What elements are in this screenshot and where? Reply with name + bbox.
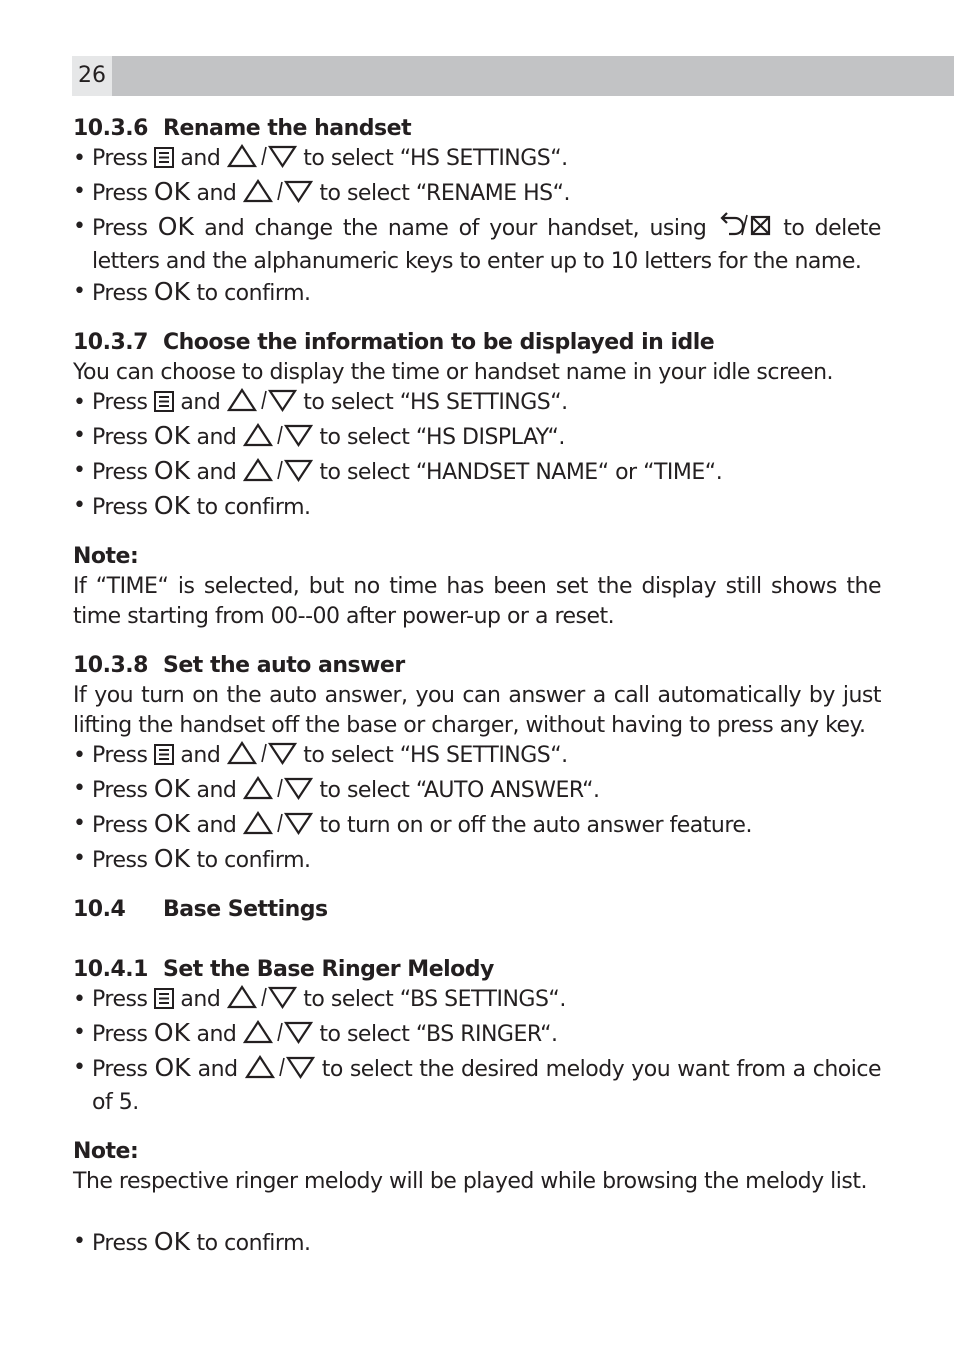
ok-key-icon: OK [153, 774, 190, 803]
note-label: Note: [73, 544, 139, 569]
ok-key-icon: OK [157, 212, 194, 241]
list-item: • Press and to select “BS SETTINGS“. [73, 985, 881, 1018]
ok-key-icon: OK [153, 491, 190, 520]
header-bar [72, 56, 954, 96]
list-item: • Press and to select “HS SETTINGS“. [73, 144, 881, 177]
ok-key-icon: OK [153, 809, 190, 838]
note-label: Note: [73, 1139, 139, 1164]
menu-key-icon [154, 391, 174, 421]
note-text: The respective ringer melody will be played while browsing the melody list. [73, 1169, 867, 1194]
list-item: • Press OK and to select the desired melody you want from a choice of 5. [73, 1053, 881, 1118]
note-text: If “TIME“ is selected, but no time has been set the display still shows the time starting from 00--00 after power-up or a reset. [73, 574, 881, 629]
section-intro: If you turn on the auto answer, you can answer a call automatically by just lifting the handset off the base or charger, without having to press any key. [73, 683, 881, 738]
up-down-arrows-icon [227, 741, 297, 774]
up-down-arrows-icon [243, 1020, 313, 1053]
back-delete-icon [717, 212, 773, 247]
ok-key-icon: OK [153, 844, 190, 873]
up-down-arrows-icon [227, 144, 297, 177]
list-item: • Press OK to confirm. [73, 1227, 881, 1259]
section-intro: You can choose to display the time or handset name in your idle screen. [73, 360, 834, 385]
up-down-arrows-icon [243, 179, 313, 212]
up-down-arrows-icon [227, 985, 297, 1018]
ok-key-icon: OK [153, 177, 190, 206]
ok-key-icon: OK [154, 1053, 191, 1082]
ok-key-icon: OK [153, 1018, 190, 1047]
list-item: • Press OK and to select “HS DISPLAY“. [73, 421, 881, 456]
page-number: 26 [72, 56, 112, 96]
list-item: • Press and to select “HS SETTINGS“. [73, 388, 881, 421]
list-item: • Press OK and to select “HANDSET NAME“ or “TIME“. [73, 456, 881, 491]
ok-key-icon: OK [153, 421, 190, 450]
section-heading-10-4: 10.4 Base Settings [73, 897, 328, 922]
menu-key-icon [154, 744, 174, 774]
section-heading-10-3-8: 10.3.8 Set the auto answer [73, 653, 405, 678]
list-item: • Press OK to confirm. [73, 277, 881, 309]
up-down-arrows-icon [245, 1055, 315, 1088]
section-heading-10-3-6: 10.3.6 Rename the handset [73, 116, 412, 141]
list-item: • Press OK and to select “RENAME HS“. [73, 177, 881, 212]
list-item: • Press OK to confirm. [73, 844, 881, 876]
section-heading-10-3-7: 10.3.7 Choose the information to be displayed in idle [73, 330, 715, 355]
up-down-arrows-icon [243, 458, 313, 491]
ok-key-icon: OK [153, 456, 190, 485]
ok-key-icon: OK [153, 277, 190, 306]
list-item: • Press OK and to select “AUTO ANSWER“. [73, 774, 881, 809]
menu-key-icon [154, 147, 174, 177]
list-item: • Press OK and to turn on or off the auto answer feature. [73, 809, 881, 844]
list-item: • Press OK to confirm. [73, 491, 881, 523]
up-down-arrows-icon [227, 388, 297, 421]
ok-key-icon: OK [153, 1227, 190, 1256]
menu-key-icon [154, 988, 174, 1018]
section-heading-10-4-1: 10.4.1 Set the Base Ringer Melody [73, 957, 494, 982]
up-down-arrows-icon [243, 776, 313, 809]
list-item: • Press OK and to select “BS RINGER“. [73, 1018, 881, 1053]
up-down-arrows-icon [243, 423, 313, 456]
page-content [73, 114, 881, 1259]
list-item: • Press and to select “HS SETTINGS“. [73, 741, 881, 774]
up-down-arrows-icon [243, 811, 313, 844]
list-item: • Press OK and change the name of your handset, using to delete letters and the alphanumeric keys to enter up to 10 letters for the name. [73, 212, 881, 277]
